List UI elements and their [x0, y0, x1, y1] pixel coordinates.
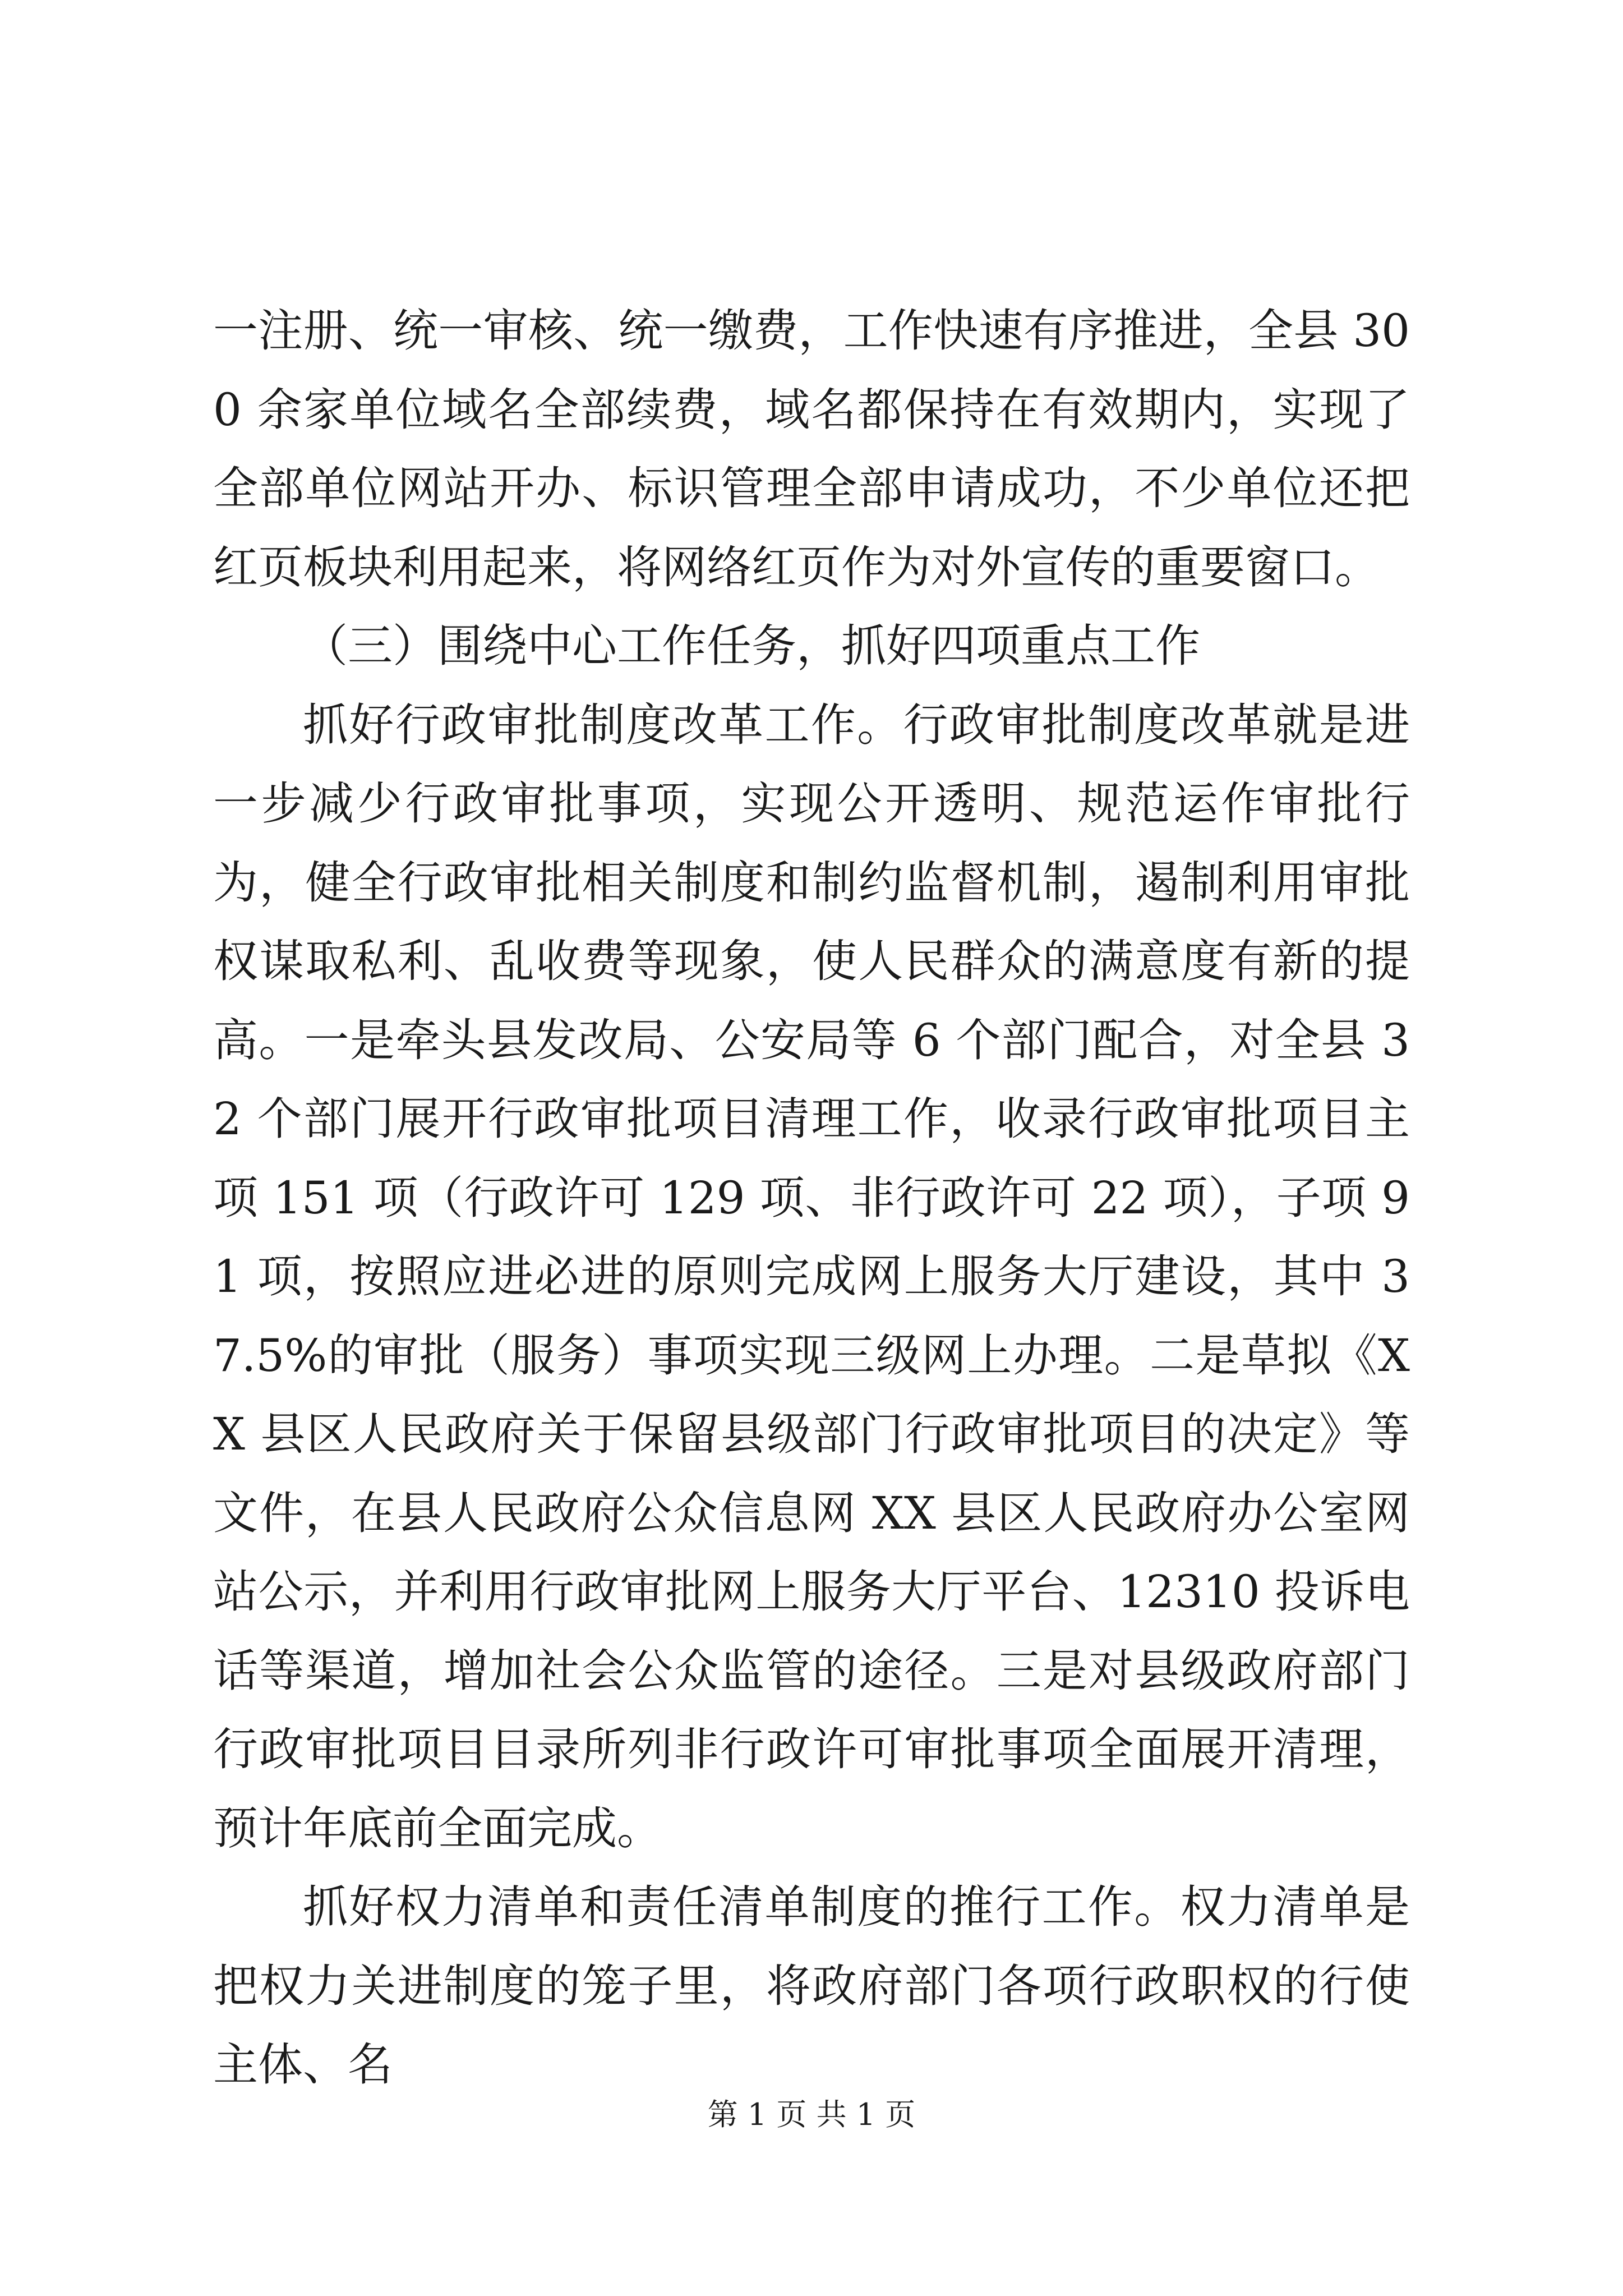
paragraph-continued: 一注册、统一审核、统一缴费，工作快速有序推进，全县 300 余家单位域名全部续费，域名都保持在有效期内，实现了全部单位网站开办、标识管理全部申请成功，不少单位还把红页板块利用起来，将网络红页作为对外宣传的重要窗口。 [213, 305, 1410, 593]
paragraph-approval-reform: 抓好行政审批制度改革工作。行政审批制度改革就是进一步减少行政审批事项，实现公开透明、规范运作审批行为，健全行政审批相关制度和制约监督机制，遏制利用审批权谋取私利、乱收费等现象，使人民群众的满意度有新的提高。一是牵头县发改局、公安局等 6 个部门配合，对全县 32 个部门展开行政审批项目清理工作，收录行政审批项目主项 151 项（行政许可 129 项、非行政许可 22 项），子项 91 项，按照应进必进的原则完成网上服务大厅建设，其中 37.5%的审批（服务）事项实现三级网上办理。二是草拟《XX 县区人民政府关于保留县级部门行政审批项目的决定》等文件，在县人民政府公众信息网 XX 县区人民政府办公室网站公示，并利用行政审批网上服务大厅平台、12310 投诉电话等渠道，增加社会公众监管的途径。三是对县级政府部门行政审批项目目录所列非行政许可审批事项全面展开清理，预计年底前全面完成。 [213, 698, 1410, 1855]
section-heading: （三）围绕中心工作任务，抓好四项重点工作 [303, 620, 1200, 672]
page-footer: 第 1 页 共 1 页 [707, 2097, 916, 2132]
document-body [213, 292, 1410, 2105]
paragraph-power-list: 抓好权力清单和责任清单制度的推行工作。权力清单是把权力关进制度的笼子里，将政府部门各项行政职权的行使主体、名 [213, 1881, 1410, 2091]
